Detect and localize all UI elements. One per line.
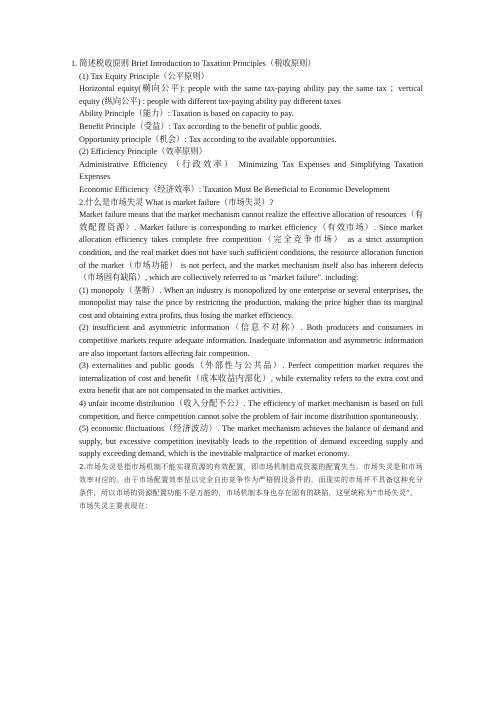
paragraph-market-failure-manifestations: 市场失灵主要表现在： — [79, 500, 153, 510]
paragraph-income-distribution: 4) unfair income distribution（收入分配不公）. The efficiency of market mechanism is based on full competition, and fierce competition cannot solve the problem of fair income distribution spontaneously. — [79, 399, 423, 421]
section-heading-taxation-principles: 1. 简述税收原则 Brief Introduction to Taxation Principles（税收原则） — [71, 59, 316, 68]
paragraph-economic-efficiency: Economic Efficiency（经济效率）: Taxation Must Be Beneficial to Economic Development — [79, 184, 390, 194]
paragraph-benefit-principle: Benefit Principle（受益）: Tax according to the benefit of public goods. — [79, 121, 322, 131]
paragraph-market-failure-definition: Market failure means that the market mechanism cannot realize the effective allocation of resources（有效配置资源）. Market failure is corresponding to market efficiency（有效市场）. Since market allocation efficiency takes complete free competition（完全竞争市场） as a strict assumption condition, and the real market does not have such sufficient conditions, the resource allocation function of the market（市场功能） is not perfect, and the market mechanism itself also has inherent defects（市场固有缺陷）, which are collectively referred to as "market failure". including: — [79, 210, 423, 283]
paragraph-externalities: (3) externalities and public goods（外部性与公共品）. Perfect competition market requires the internalization of cost and benefit（成本收益内部化）, while externality refers to the extra cost and extra benefit that are not compensated in the market activities. — [79, 361, 423, 396]
paragraph-ability-principle: Ability Principle（能力）: Taxation is based on capacity to pay. — [79, 109, 294, 119]
subheading-tax-equity: (1) Tax Equity Principle（公平原则） — [79, 71, 209, 81]
paragraph-monopoly: (1) monopoly（垄断）. When an industry is monopolized by one enterprise or several enterprises, the monopolist may raise the price by restricting the production, making the price higher than its marginal cost and obtaining extra profits, thus losing the market efficiency. — [79, 285, 423, 320]
section-heading-market-failure: 2.什么是市场失灵 What is market failure（市场失灵）? — [79, 197, 274, 207]
paragraph-opportunity-principle: Opportunity principle（机会）: Tax according to the available opportunities. — [79, 134, 337, 144]
paragraph-economic-fluctuations: (5) economic fluctuations（经济波动）. The market mechanism achieves the balance of demand and supply, but excessive competition inevitably leads to the repetition of demand exceeding supply and supply exceeding demand, which is the inevitable malpractice of market economy. — [79, 424, 423, 459]
subheading-efficiency-principle: (2) Efficiency Principle（效率原则） — [79, 147, 207, 157]
paragraph-market-failure-chinese: 2.市场失灵是指市场机制不能实现资源的有效配置，即市场机制造成资源的配置失当。市场失灵是和市场效率对应的。由于市场配置效率是以完全自由竞争作为严格假设条件的，而现实的市场并不具备这种充分条件，所以市场的资源配置功能不是万能的，市场机制本身也存在固有的缺陷，这里统称为“市场失灵”。 — [79, 462, 423, 497]
paragraph-information-asymmetry: (2) insufficient and asymmetric information（信息不对称）. Both producers and consumers in competitive markets require adequate information. Inadequate information and asymmetric information are also important factors affecting fair competition. — [79, 323, 423, 358]
document-body — [71, 58, 423, 513]
paragraph-administrative-efficiency: Administrative Efficiency （行政效率） Minimizing Tax Expenses and Simplifying Taxation Expenses — [79, 159, 423, 182]
paragraph-horizontal-equity: Horizontal equity(横向公平): people with the same tax-paying ability pay the same tax ；vertical equity (纵向公平) : people with different tax-paying ability pay different taxes — [79, 84, 423, 106]
